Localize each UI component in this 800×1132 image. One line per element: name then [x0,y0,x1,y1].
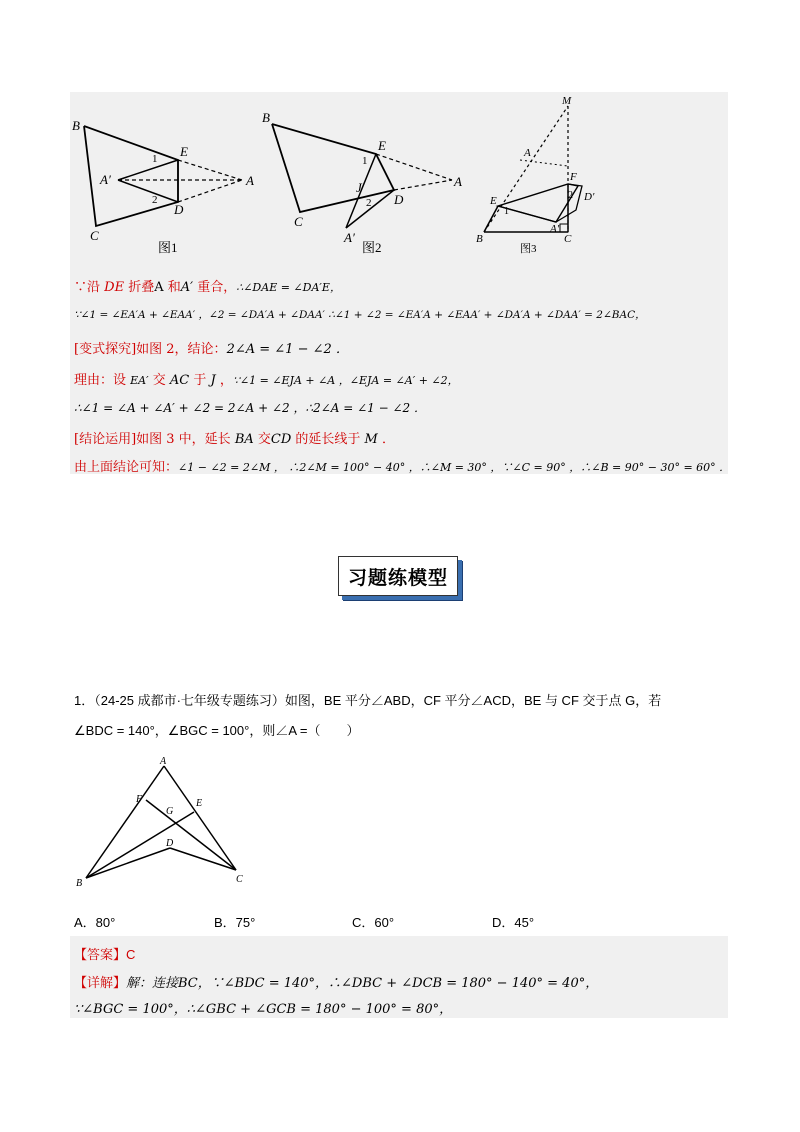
fig3-label-a: A [524,147,531,159]
section-title: 习题练模型 [338,556,458,596]
question-text-line-2: ∠BDC = 140°，∠BGC = 100°，则∠A =（ ） [74,723,360,738]
fig3-label-e: E [490,195,497,207]
text-segment: [变式探究]如图 2，结论： [74,342,227,357]
fig1-label-c: C [90,228,99,243]
qfig-label-f: F [136,794,143,805]
fig3-label-c: C [564,233,572,245]
fig2-label-c: C [294,214,303,229]
fig2-angle-1: 1 [362,155,368,167]
text-segment: ∵沿 [74,280,105,295]
math-segment: J [210,373,216,388]
math-segment: M [364,432,378,447]
text-segment: 折叠 [124,280,155,295]
qfig-label-b: B [76,878,83,889]
text-segment: DE [104,280,125,295]
math-segment: ∠1 − ∠2 = 2∠M ， ∴2∠M = 100° − 40° ，∴∠M = 30° ，∵∠C = 90° ，∴∠B = 90° − 30° = 60° ． [178,461,731,474]
fig2-caption: 图2 [362,240,382,255]
qfig-label-e: E [196,798,203,809]
fig1-caption: 图1 [158,240,178,255]
fig1-label-b: B [72,118,80,133]
text-segment: 重合， [193,280,237,295]
qfig-label-g: G [166,806,174,817]
question-text-line-1: 1．（24-25 成都市·七年级专题练习）如图，BE 平分∠ABD，CF 平分∠ACD，BE 与 CF 交于点 G，若 [74,693,662,708]
fig1-label-d: D [174,202,184,217]
qfig-label-a: A [160,756,167,767]
answer-tag: 【答案】 [74,947,127,962]
math-segment: AC [169,373,190,388]
fig1-angle-1: 1 [152,153,158,165]
qfig-label-c: C [236,874,243,885]
fig2-label-b: B [262,110,270,125]
text-segment: A′ [180,280,194,295]
choice-c[interactable]: C．60° [352,915,395,930]
fig3-label-a1: A′ [550,223,560,235]
answer-line [74,944,135,963]
fig1-angle-2: 2 [152,194,158,206]
fig3-label-d1: D′ [584,191,595,203]
math-segment: ∵∠1 = ∠EJA + ∠A ，∠EJA = ∠A′ + ∠2， [232,374,459,387]
fig2-label-j: J [356,180,362,195]
math-segment: CD [270,432,292,447]
choice-d[interactable]: D．45° [492,915,535,930]
text-segment: 的延长线于 [291,432,365,447]
detail-line-1 [74,972,598,991]
text-segment: [结论运用]如图 3 中，延长 [74,432,235,447]
fig2-angle-2: 2 [366,197,372,209]
math-segment: ∴∠DAE = ∠DA′E， [236,281,341,294]
qfig-label-d: D [166,838,174,849]
fig1-label-a: A [246,173,254,188]
text-segment: ， [215,373,233,388]
math-segment: EA′ [130,374,149,387]
text-segment: 于 [189,373,211,388]
fig2-label-a1: A′ [344,230,355,245]
text-segment: 理由：设 [74,373,131,388]
fig3-label-m: M [562,95,572,107]
fig2-label-e: E [378,138,386,153]
fig3-caption: 图3 [520,243,537,255]
detail-text-1: 解：连接BC，∵∠BDC = 140°，∴∠DBC + ∠DCB = 180° − 140° = 40°， [126,976,599,991]
text-segment: A [154,280,164,295]
text-segment: 由上面结论可知： [74,460,179,475]
math-segment: 2∠A = ∠1 − ∠2 ． [226,342,349,357]
solution-line-5: ∴∠1 = ∠A + ∠A′ + ∠2 = 2∠A + ∠2 ，∴2∠A = ∠1 − ∠2 ． [74,401,427,415]
answer-value: C [126,947,136,962]
choice-a[interactable]: A．80° [74,915,116,930]
text-segment: ． [377,432,395,447]
math-segment: BA [234,432,254,447]
fig3-angle-1: 1 [504,206,509,217]
detail-tag: 【详解】 [74,975,127,990]
detail-line-2: ∵∠BGC = 100°，∴∠GBC + ∠GCB = 180° − 100° = 80°， [74,1002,453,1017]
fig2-label-a: A [454,174,462,189]
fig3-label-f: F [570,171,577,183]
fig1-label-a1: A′ [100,172,111,187]
text-segment: 和 [163,280,181,295]
text-segment: 交 [148,373,170,388]
solution-line-2: ∵∠1 = ∠EA′A + ∠EAA′ ，∠2 = ∠DA′A + ∠DAA′ ∴∠1 + ∠2 = ∠EA′A + ∠EAA′ + ∠DA′A + ∠DAA′ = 2∠BAC， [74,309,646,321]
fig2-label-d: D [394,192,404,207]
fig1-label-e: E [180,144,188,159]
text-segment: 交 [253,432,271,447]
fig3-label-b: B [476,233,483,245]
fig3-angle-2: 2 [568,190,573,201]
choice-b[interactable]: B．75° [214,915,256,930]
